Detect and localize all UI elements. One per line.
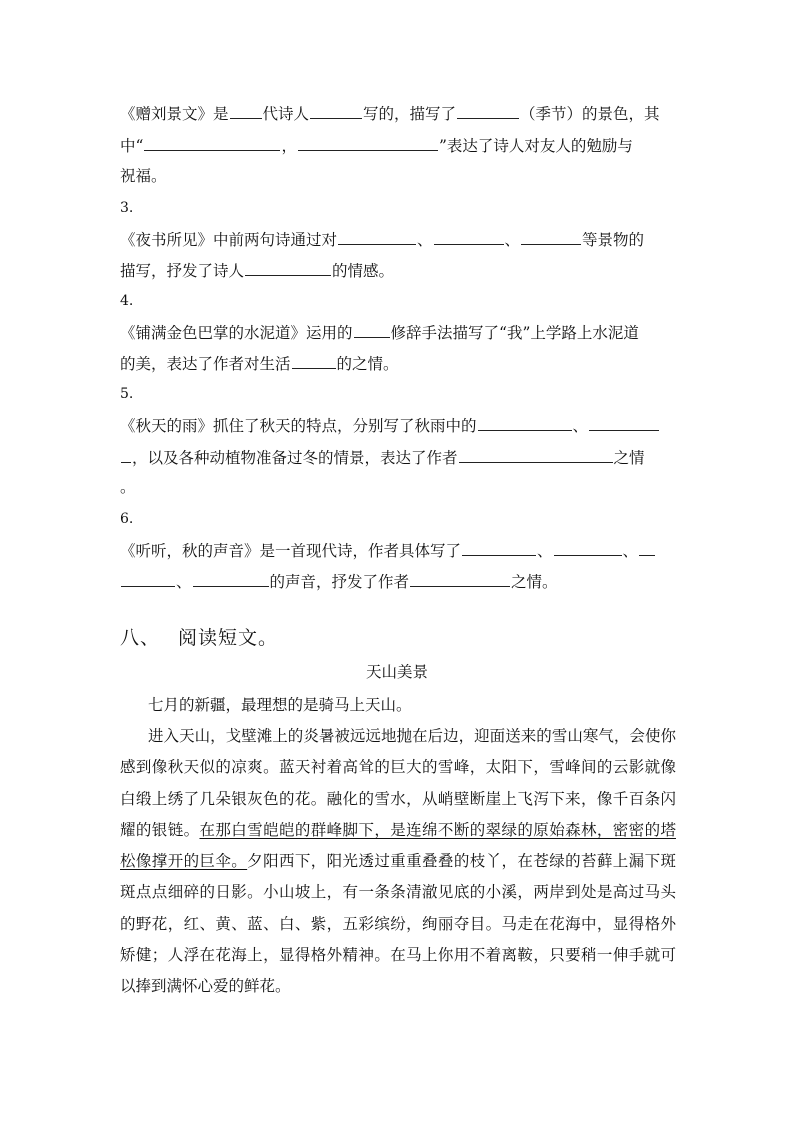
question-5-line-2 (120, 446, 680, 468)
question-4-line-1 (120, 321, 680, 343)
q3-text-d: 等景物的 (582, 231, 645, 249)
scene-blank-1[interactable] (338, 228, 416, 245)
question-3-line-2 (120, 259, 680, 281)
section-8-heading (120, 626, 278, 650)
q4-text-d: 的之情。 (336, 355, 399, 373)
poet-feeling-blank[interactable] (410, 570, 510, 587)
sound-blank-3[interactable] (639, 539, 655, 556)
question-5-line-1 (120, 414, 680, 436)
author-feeling-blank[interactable] (459, 446, 613, 463)
q6-text-b: 、 (537, 542, 553, 560)
rain-feature-blank-1[interactable] (478, 414, 572, 431)
question-6-line-1 (120, 539, 680, 561)
q6-text-d: 、 (176, 573, 192, 591)
question-2-line-1 (120, 102, 680, 124)
scene-blank-3[interactable] (521, 228, 581, 245)
q6-text-c: 、 (622, 542, 639, 560)
q5-text-a: 《秋天的雨》抓住了秋天的特点，分别写了秋雨中的 (120, 417, 477, 435)
rain-feature-blank-2[interactable] (589, 414, 659, 431)
q6-text-f: 之情。 (511, 573, 558, 591)
question-2-line-2 (120, 134, 680, 156)
question-5-line-3: 。 (120, 478, 136, 496)
q2-text-f: ， (281, 137, 297, 155)
passage-paragraph-1 (120, 690, 676, 721)
sound-blank-2[interactable] (554, 539, 622, 556)
q4-text-c: 的美，表达了作者对生活 (120, 355, 291, 373)
q3-text-e: 描写，抒发了诗人 (120, 262, 245, 280)
q4-text-b: 修辞手法描写了“我”上学路上水泥道 (390, 324, 639, 342)
sound-blank-1[interactable] (462, 539, 536, 556)
q2-text-d: （季节）的景色，其 (520, 105, 660, 123)
question-2-line-3: 祝福。 (120, 167, 167, 185)
verse-blank-2[interactable] (298, 134, 438, 151)
q2-text-b: 代诗人 (262, 105, 310, 123)
scene-blank-2[interactable] (434, 228, 504, 245)
dynasty-blank[interactable] (230, 102, 262, 119)
section-8-number: 八、 (120, 627, 161, 649)
poet-blank[interactable] (310, 102, 362, 119)
q2-text-a: 《赠刘景文》是 (120, 105, 229, 123)
rain-feature-blank-2-cont[interactable] (121, 446, 131, 463)
question-4-line-2 (120, 352, 680, 374)
q2-text-c: 写的，描写了 (363, 105, 457, 123)
q2-text-e: 中“ (120, 137, 144, 155)
q3-text-f: 的情感。 (332, 262, 395, 280)
q3-text-c: 、 (504, 231, 521, 249)
q6-text-e: 的声音，抒发了作者 (269, 573, 410, 591)
underlined-sentence: 在那白雪皑皑的群峰脚下，是连绵不断的翠绿的原始森林，密密的塔松像撑开的巨伞。 (120, 820, 676, 871)
q3-text-a: 《夜书所见》中前两句诗通过对 (120, 231, 338, 249)
passage-p2-text-before: 进入天山，戈壁滩上的炎暑被远远地抛在后边，迎面送来的雪山寒气，会使你感到像秋天似的凉爽。蓝天衬着高耸的巨大的雪峰，太阳下，雪峰间的云影就像白缎上绣了几朵银灰色的花。融化的雪水，从峭壁断崖上飞泻下来，像千百条闪耀的银链。 (120, 727, 676, 839)
passage-p1-text: 七月的新疆，最理想的是骑马上天山。 (148, 696, 412, 714)
question-5-number: 5. (120, 386, 134, 402)
q2-text-g: ”表达了诗人对友人的勉励与 (438, 137, 633, 155)
verse-blank-1[interactable] (144, 134, 280, 151)
rhetoric-blank[interactable] (354, 321, 390, 338)
question-3-number: 3. (120, 200, 134, 216)
question-6-line-2 (120, 570, 680, 592)
q3-text-b: 、 (417, 231, 433, 249)
q5-text-b: 、 (572, 417, 589, 435)
q6-text-a: 《听听，秋的声音》是一首现代诗，作者具体写了 (120, 542, 462, 560)
passage-title: 天山美景 (365, 663, 428, 681)
sound-blank-4[interactable] (193, 570, 269, 587)
life-attitude-blank[interactable] (292, 352, 336, 369)
q5-text-d: 之情 (613, 449, 645, 467)
section-8-title: 阅读短文。 (178, 627, 279, 649)
passage-p2-text-after: 夕阳西下，阳光透过重重叠叠的枝丫，在苍绿的苔藓上漏下斑斑点点细碎的日影。小山坡上，有一条条清澈见底的小溪，两岸到处是高过马头的野花，红、黄、蓝、白、紫，五彩缤纷，绚丽夺目。马走在花海中，显得格外矫健；人浮在花海上，显得格外精神。在马上你用不着离鞍，只要稍一伸手就可以捧到满怀心爱的鲜花。 (120, 852, 676, 996)
question-3-line-1 (120, 228, 680, 250)
question-4-number: 4. (120, 293, 134, 309)
question-6-number: 6. (120, 511, 134, 527)
season-blank[interactable] (457, 102, 519, 119)
q4-text-a: 《铺满金色巴掌的水泥道》运用的 (120, 324, 353, 342)
q5-text-c: ，以及各种动植物准备过冬的情景，表达了作者 (132, 449, 458, 467)
sound-blank-3-cont[interactable] (121, 570, 175, 587)
passage-paragraph-2 (120, 721, 676, 1003)
emotion-blank[interactable] (245, 259, 331, 276)
